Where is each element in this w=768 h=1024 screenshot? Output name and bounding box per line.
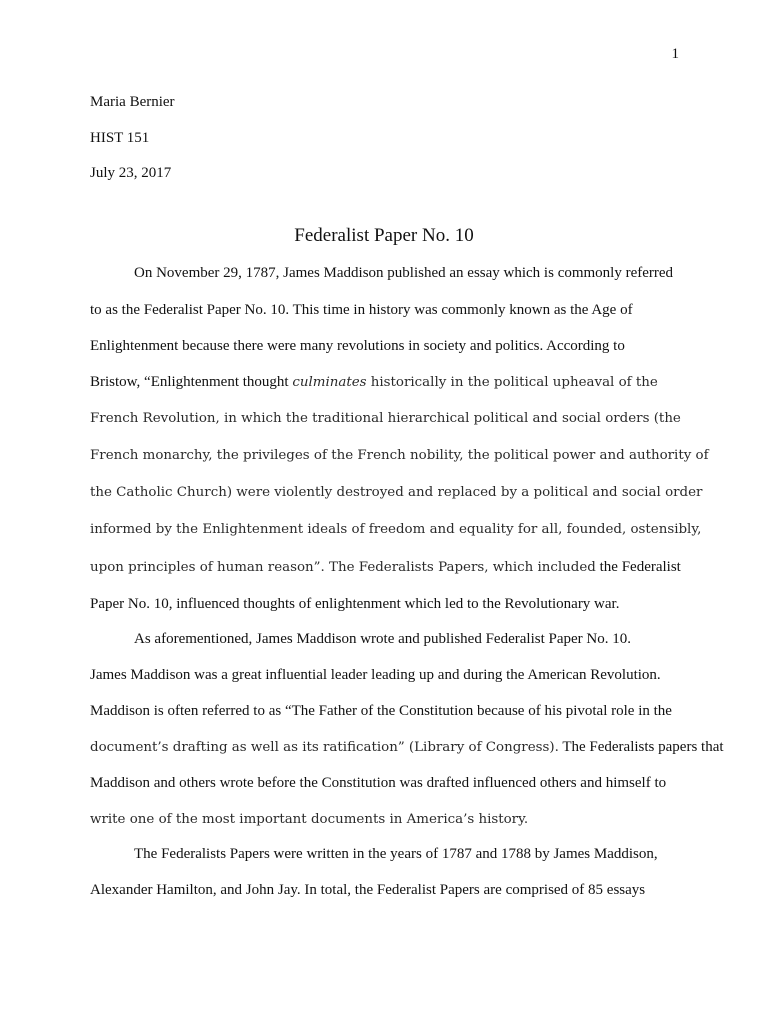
body-line-segment: historically in the political upheaval of the	[366, 375, 658, 390]
body-line	[90, 559, 681, 576]
body-line	[90, 811, 528, 828]
body-line: On November 29, 1787, James Maddison published an essay which is commonly referred	[134, 265, 674, 281]
body-line-segment: upon principles of human reason”. The Federalists Papers, which included	[90, 560, 596, 575]
body-line	[90, 374, 658, 391]
body-line: James Maddison was a great influential leader leading up and during the American Revolution.	[90, 667, 661, 683]
body-line: Maddison is often referred to as “The Father of the Constitution because of his pivotal role in the	[90, 703, 672, 719]
body-line: to as the Federalist Paper No. 10. This time in history was commonly known as the Age of	[90, 302, 633, 318]
page-number: 1	[671, 46, 679, 62]
quote-line: informed by the Enlightenment ideals of freedom and equality for all, founded, ostensibly,	[90, 522, 702, 537]
author-name: Maria Bernier	[90, 94, 175, 110]
quote-line: French monarchy, the privileges of the French nobility, the political power and authority of	[90, 448, 709, 463]
body-line: The Federalists Papers were written in the years of 1787 and 1788 by James Maddison,	[134, 846, 658, 862]
body-line-segment: document’s drafting as well as its ratification” (Library of Congress).	[90, 740, 559, 755]
quote-line: French Revolution, in which the traditional hierarchical political and social orders (the	[90, 411, 681, 426]
body-line-segment: The Federalists papers that	[558, 739, 724, 755]
body-line: Alexander Hamilton, and John Jay. In total, the Federalist Papers are comprised of 85 essays	[90, 882, 646, 898]
course-code: HIST 151	[90, 130, 150, 146]
document-title: Federalist Paper No. 10	[294, 225, 474, 246]
body-line-segment: Bristow, “Enlightenment thought	[90, 374, 293, 390]
document-date: July 23, 2017	[90, 165, 172, 181]
quote-line: the Catholic Church) were violently destroyed and replaced by a political and social order	[90, 485, 703, 500]
body-line-segment: the Federalist	[595, 559, 681, 575]
body-line	[90, 739, 724, 756]
body-line: Paper No. 10, influenced thoughts of enlightenment which led to the Revolutionary war.	[90, 596, 620, 612]
body-line: Maddison and others wrote before the Constitution was drafted influenced others and himself to	[90, 775, 667, 791]
body-line-segment: write one of the most important documents in America’s history.	[90, 812, 529, 827]
body-line: Enlightenment because there were many revolutions in society and politics. According to	[90, 338, 625, 354]
emphasized-word: culminates	[292, 375, 367, 390]
body-line: As aforementioned, James Maddison wrote and published Federalist Paper No. 10.	[134, 631, 631, 647]
